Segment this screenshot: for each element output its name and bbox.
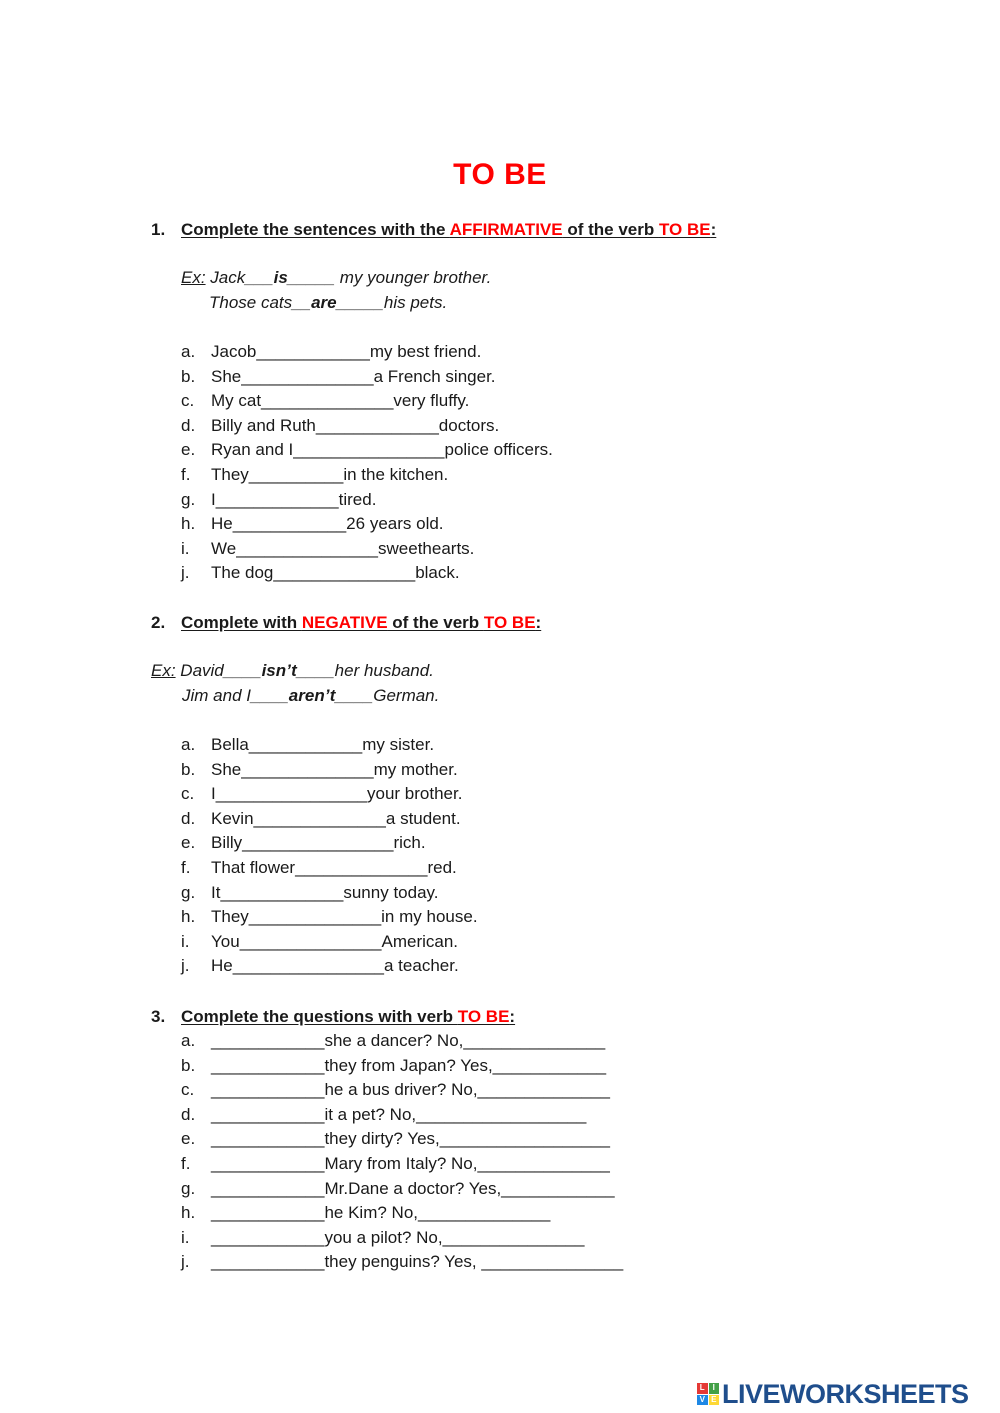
list-item — [181, 1103, 623, 1128]
item-sentence: Bella____________my sister. — [211, 735, 435, 754]
mark-letter: V — [697, 1395, 708, 1406]
instruction-text: of the verb — [562, 220, 659, 239]
list-item — [181, 1177, 623, 1202]
mark-letter: L — [697, 1383, 708, 1394]
list-item — [181, 414, 553, 439]
list-item — [181, 1078, 623, 1103]
item-letter: d. — [181, 1104, 196, 1124]
instruction-text: of the verb — [387, 613, 484, 632]
item-sentence: We_______________sweethearts. — [211, 538, 475, 558]
instruction-text: Complete with — [181, 613, 302, 632]
list-item — [181, 1201, 623, 1226]
item-sentence: Billy________________rich. — [211, 833, 426, 853]
item-sentence: I_____________tired. — [211, 489, 377, 509]
item-sentence: They______________in my house. — [211, 907, 478, 927]
list-item — [181, 488, 553, 513]
item-letter: e. — [181, 833, 196, 853]
section-instruction — [181, 613, 541, 633]
example-text: _____his pets. — [336, 293, 448, 312]
liveworksheets-mark-icon — [697, 1383, 719, 1405]
item-question: ____________you a pilot? No,_______________ — [211, 1227, 585, 1247]
item-letter: i. — [181, 931, 190, 951]
list-item — [181, 389, 553, 414]
instruction-text: Complete the questions with verb — [181, 1007, 458, 1026]
item-sentence: Kevin______________a student. — [211, 808, 461, 828]
item-letter: a. — [181, 1031, 196, 1050]
example-text: _____ my younger brother. — [287, 268, 492, 287]
item-sentence: She______________my mother. — [211, 759, 458, 779]
item-letter: a. — [181, 735, 196, 754]
item-sentence: Ryan and I________________police officers. — [211, 440, 553, 460]
section-number: 3. — [151, 1007, 166, 1026]
instruction-colon: : — [535, 613, 542, 632]
list-item — [181, 856, 478, 881]
example-text: Jim and I____ — [182, 686, 289, 705]
list-item — [181, 733, 478, 758]
example-answer: isn’t — [261, 661, 297, 680]
item-sentence: He____________26 years old. — [211, 514, 444, 534]
list-item — [181, 930, 478, 955]
example-text: Jack___ — [205, 268, 274, 287]
section-2-example-1 — [151, 661, 434, 681]
section-2-example-2 — [182, 686, 439, 706]
section-number: 1. — [151, 220, 166, 239]
item-sentence: Billy and Ruth_____________doctors. — [211, 415, 500, 435]
list-item — [181, 365, 553, 390]
example-answer: are — [311, 293, 337, 312]
item-letter: c. — [181, 784, 195, 804]
item-sentence: I________________your brother. — [211, 784, 463, 804]
list-item — [181, 463, 553, 488]
item-sentence: That flower______________red. — [211, 857, 457, 877]
section-1-example-1 — [181, 268, 491, 288]
item-letter: h. — [181, 1203, 196, 1223]
item-letter: c. — [181, 1080, 195, 1100]
item-letter: g. — [181, 489, 196, 509]
instruction-keyword: AFFIRMATIVE — [449, 220, 563, 239]
section-number: 2. — [151, 613, 166, 632]
list-item — [181, 807, 478, 832]
item-question: ____________Mary from Italy? No,______________ — [211, 1153, 610, 1173]
item-letter: b. — [181, 759, 196, 779]
item-question: ____________she a dancer? No,_______________ — [211, 1031, 606, 1050]
item-letter: i. — [181, 1227, 190, 1247]
item-sentence: He________________a teacher. — [211, 956, 459, 976]
item-letter: c. — [181, 391, 195, 411]
item-question: ____________they from Japan? Yes,____________ — [211, 1055, 607, 1075]
example-label: Ex: — [151, 661, 176, 680]
item-sentence: She______________a French singer. — [211, 366, 496, 386]
item-sentence: My cat______________very fluffy. — [211, 391, 470, 411]
list-item — [181, 340, 553, 365]
item-letter: a. — [181, 342, 196, 361]
list-item — [181, 537, 553, 562]
list-item — [181, 1054, 623, 1079]
item-sentence: It_____________sunny today. — [211, 882, 439, 902]
section-1-example-2 — [209, 293, 447, 313]
item-letter: b. — [181, 366, 196, 386]
item-sentence: Jacob____________my best friend. — [211, 342, 482, 361]
example-answer: is — [273, 268, 288, 287]
instruction-verb: TO BE — [483, 613, 536, 632]
liveworksheets-logo — [697, 1378, 969, 1410]
liveworksheets-wordmark: LIVEWORKSHEETS — [722, 1378, 969, 1409]
item-letter: f. — [181, 857, 191, 877]
item-question: ____________they dirty? Yes,__________________ — [211, 1129, 610, 1149]
item-letter: j. — [181, 563, 190, 583]
mark-letter: I — [709, 1383, 720, 1394]
section-1-list — [181, 340, 553, 586]
item-letter: j. — [181, 956, 190, 976]
item-letter: g. — [181, 1178, 196, 1198]
list-item — [181, 881, 478, 906]
example-answer: aren’t — [288, 686, 336, 705]
list-item — [181, 512, 553, 537]
example-text: David____ — [175, 661, 262, 680]
item-letter: e. — [181, 440, 196, 460]
list-item — [181, 561, 553, 586]
worksheet-title: TO BE — [453, 158, 547, 191]
item-question: ____________they penguins? Yes, _______________ — [211, 1252, 624, 1272]
example-text: Those cats__ — [209, 293, 312, 312]
section-instruction — [181, 220, 716, 240]
list-item — [181, 1226, 623, 1251]
item-question: ____________he a bus driver? No,______________ — [211, 1080, 610, 1100]
item-letter: g. — [181, 882, 196, 902]
list-item — [181, 905, 478, 930]
instruction-colon: : — [710, 220, 717, 239]
instruction-verb: TO BE — [457, 1007, 510, 1026]
item-sentence: You_______________American. — [211, 931, 459, 951]
item-letter: f. — [181, 1153, 191, 1173]
example-text: ____German. — [335, 686, 440, 705]
instruction-verb: TO BE — [658, 220, 711, 239]
item-letter: e. — [181, 1129, 196, 1149]
list-item — [181, 758, 478, 783]
item-letter: f. — [181, 464, 191, 484]
item-letter: i. — [181, 538, 190, 558]
list-item — [181, 1250, 623, 1275]
instruction-text: Complete the sentences with the — [181, 220, 450, 239]
item-letter: h. — [181, 514, 196, 534]
item-question: ____________he Kim? No,______________ — [211, 1203, 551, 1223]
list-item — [181, 782, 478, 807]
example-text: ____her husband. — [296, 661, 434, 680]
section-instruction — [181, 1007, 515, 1027]
item-letter: h. — [181, 907, 196, 927]
item-question: ____________Mr.Dane a doctor? Yes,____________ — [211, 1178, 615, 1198]
section-3-list — [181, 1029, 623, 1275]
item-sentence: They__________in the kitchen. — [211, 464, 449, 484]
item-sentence: The dog_______________black. — [211, 563, 460, 583]
section-2-list — [181, 733, 478, 979]
list-item — [181, 1127, 623, 1152]
list-item — [181, 954, 478, 979]
list-item — [181, 1152, 623, 1177]
list-item — [181, 831, 478, 856]
item-question: ____________it a pet? No,__________________ — [211, 1104, 587, 1124]
instruction-colon: : — [509, 1007, 516, 1026]
item-letter: d. — [181, 808, 196, 828]
instruction-keyword: NEGATIVE — [301, 613, 388, 632]
example-label: Ex: — [181, 268, 206, 287]
list-item — [181, 1029, 623, 1054]
mark-letter: E — [709, 1395, 720, 1406]
item-letter: j. — [181, 1252, 190, 1272]
item-letter: b. — [181, 1055, 196, 1075]
list-item — [181, 438, 553, 463]
item-letter: d. — [181, 415, 196, 435]
